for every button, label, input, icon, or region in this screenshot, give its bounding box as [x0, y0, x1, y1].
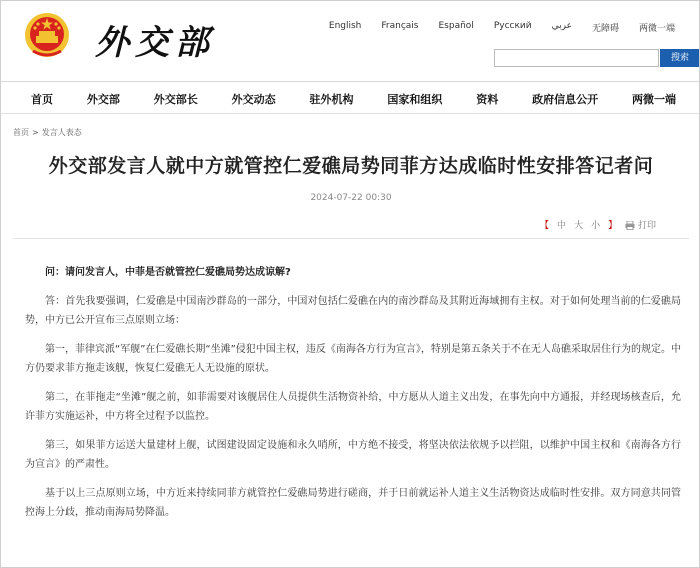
- main-nav: [1, 85, 700, 113]
- social-media-link[interactable]: 两微一端: [638, 24, 675, 34]
- search-button[interactable]: 搜索: [660, 49, 700, 67]
- breadcrumb-current-link[interactable]: 发言人表态: [41, 128, 82, 137]
- lang-english-link[interactable]: English: [328, 21, 362, 31]
- site-logo-text[interactable]: 外交部: [95, 23, 215, 63]
- article-title: 外交部发言人就中方就管控仁爱礁局势同菲方达成临时性安排答记者问: [48, 155, 654, 177]
- nav-item-gov-info[interactable]: 政府信息公开: [532, 93, 599, 106]
- nav-item-resources[interactable]: 资料: [476, 93, 499, 106]
- font-size-large-button[interactable]: 中: [557, 221, 567, 231]
- article-body: [25, 263, 681, 532]
- article-paragraph: 第二，在菲拖走“坐滩”舰之前，如菲需要对该舰居住人员提供生活物资补给，中方愿从人道主义出发，在事先向中方通报，并经现场核查后，允许菲方实施运补，中方将全过程予以监控。: [25, 392, 681, 422]
- article-date: 2024-07-22 00:30: [310, 193, 392, 203]
- national-emblem-icon[interactable]: [23, 11, 71, 61]
- article-tools: [540, 218, 656, 231]
- font-size-medium-button[interactable]: 大: [574, 221, 584, 231]
- breadcrumb-home-link[interactable]: 首页: [13, 128, 29, 137]
- print-label: 打印: [637, 221, 656, 231]
- lang-russian-link[interactable]: Русский: [493, 21, 532, 31]
- accessibility-link[interactable]: 无障碍: [591, 24, 619, 34]
- nav-item-social[interactable]: 两微一端: [632, 93, 676, 106]
- nav-item-countries[interactable]: 国家和组织: [387, 93, 443, 106]
- nav-item-missions[interactable]: 驻外机构: [309, 93, 354, 106]
- font-size-open-bracket: 【: [540, 221, 550, 231]
- article-paragraph: 第三，如果菲方运送大量建材上舰，试图建设固定设施和永久哨所，中方绝不接受，将坚决依法依规予以拦阻，以维护中国主权和《南海各方行为宣言》的严肃性。: [25, 440, 681, 470]
- nav-item-minister[interactable]: 外交部长: [153, 93, 198, 106]
- article-paragraph: 基于以上三点原则立场，中方近来持续同菲方就管控仁爱礁局势进行磋商，并于日前就运补人道主义生活物资达成临时性安排。双方同意共同管控海上分歧，推动南海局势降温。: [25, 488, 681, 518]
- search-box: [494, 49, 659, 67]
- breadcrumb-separator: >: [32, 128, 39, 137]
- font-size-close-bracket: 】: [608, 221, 618, 231]
- breadcrumb: [13, 127, 82, 138]
- language-bar: [319, 21, 685, 34]
- nav-divider: [1, 113, 700, 114]
- article-paragraph: 第一，菲律宾派“军舰”在仁爱礁长期“坐滩”侵犯中国主权，违反《南海各方行为宣言》，特别是第五条关于不在无人岛礁采取居住行为的规定。中方仍要求菲方拖走该舰，恢复仁爱礁无人无设施的原状。: [25, 344, 681, 374]
- nav-item-ministry[interactable]: 外交部: [86, 93, 120, 106]
- header-divider: [1, 81, 700, 82]
- article-paragraph: 答：首先我要强调，仁爱礁是中国南沙群岛的一部分，中国对包括仁爱礁在内的南沙群岛及其附近海域拥有主权。对于如何处理当前的仁爱礁局势，中方已公开宣布三点原则立场：: [25, 296, 681, 326]
- article-question: 问：请问发言人，中菲是否就管控仁爱礁局势达成谅解?: [45, 267, 291, 278]
- site-header: [1, 1, 700, 81]
- search-input[interactable]: [495, 54, 658, 70]
- content-divider: [13, 238, 689, 239]
- article-area: [1, 117, 700, 567]
- nav-item-home[interactable]: 首页: [31, 93, 53, 106]
- printer-icon: [625, 221, 635, 230]
- lang-spanish-link[interactable]: Español: [438, 21, 474, 31]
- lang-arabic-link[interactable]: عربي: [551, 21, 572, 31]
- font-size-small-button[interactable]: 小: [591, 221, 601, 231]
- nav-item-news[interactable]: 外交动态: [231, 93, 276, 106]
- lang-french-link[interactable]: Français: [381, 21, 419, 31]
- print-button[interactable]: [625, 218, 656, 231]
